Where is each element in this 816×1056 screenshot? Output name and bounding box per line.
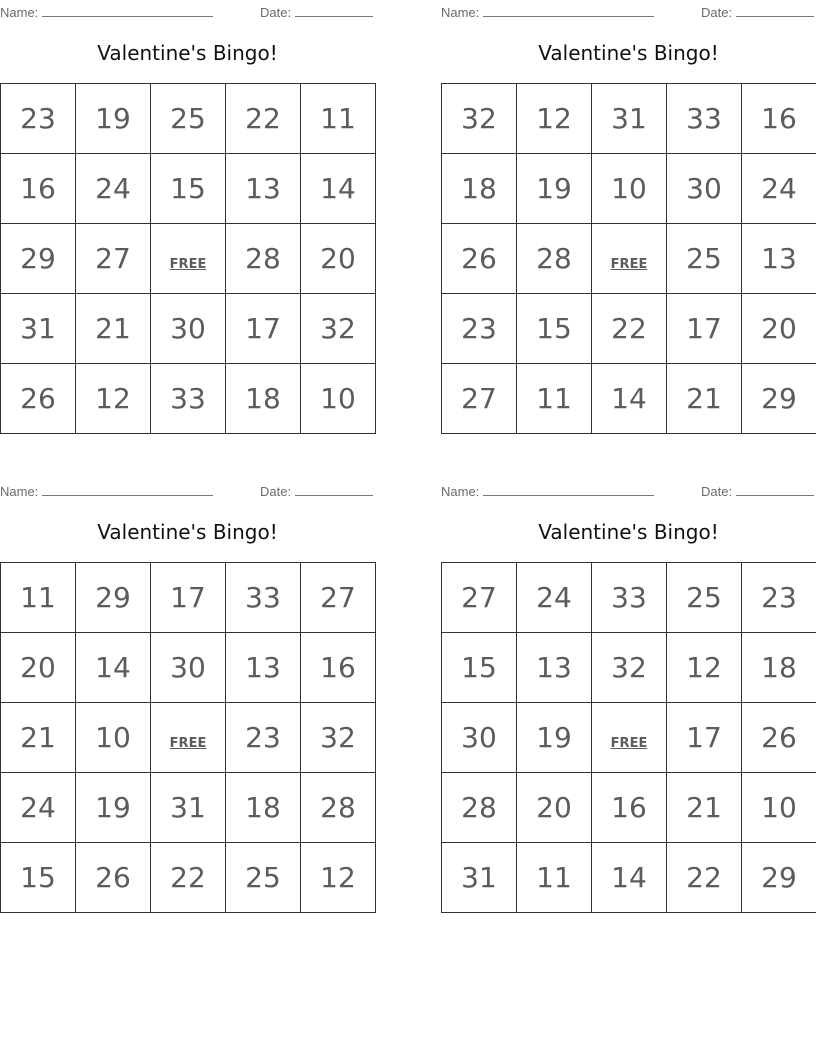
grid-cell: 24 — [517, 563, 592, 633]
grid-cell: 18 — [442, 154, 517, 224]
name-label: Name: — [0, 484, 39, 499]
grid-row — [442, 773, 816, 843]
bingo-card — [0, 479, 376, 894]
grid-cell: 33 — [592, 563, 667, 633]
grid-cell: 28 — [301, 773, 376, 843]
grid-cell: 16 — [742, 84, 816, 154]
grid-cell: 23 — [442, 294, 517, 364]
free-space-label: FREE — [610, 257, 648, 272]
grid-row — [1, 84, 376, 154]
name-blank — [483, 3, 654, 17]
card-header — [441, 0, 816, 22]
grid-row — [442, 154, 816, 224]
grid-cell: 30 — [151, 294, 226, 364]
grid-row — [442, 633, 816, 703]
grid-cell: 32 — [301, 703, 376, 773]
grid-cell: 17 — [667, 703, 742, 773]
date-label: Date: — [260, 484, 292, 499]
grid-row — [442, 703, 816, 773]
name-field — [441, 482, 654, 499]
grid-cell: 10 — [76, 703, 151, 773]
grid-row — [1, 703, 376, 773]
grid-cell: 24 — [76, 154, 151, 224]
card-header — [441, 479, 816, 501]
bingo-grid — [441, 83, 816, 434]
card-title: Valentine's Bingo! — [97, 520, 278, 544]
grid-row — [442, 294, 816, 364]
grid-cell: 31 — [442, 843, 517, 913]
free-space-label: FREE — [169, 736, 207, 751]
grid-cell: 18 — [226, 364, 301, 434]
card-title: Valentine's Bingo! — [538, 41, 719, 65]
grid-cell: 32 — [301, 294, 376, 364]
date-field — [260, 3, 373, 20]
grid-cell: 26 — [442, 224, 517, 294]
grid-cell: 16 — [592, 773, 667, 843]
grid-row — [442, 224, 816, 294]
free-space-cell — [592, 224, 667, 294]
free-space-cell — [151, 224, 226, 294]
grid-cell: 29 — [742, 364, 816, 434]
grid-cell: 14 — [592, 843, 667, 913]
grid-cell: 25 — [667, 224, 742, 294]
grid-cell: 30 — [442, 703, 517, 773]
date-field — [260, 482, 373, 499]
grid-cell: 23 — [1, 84, 76, 154]
grid-cell: 21 — [1, 703, 76, 773]
grid-cell: 13 — [226, 154, 301, 224]
grid-row — [442, 843, 816, 913]
name-field — [441, 3, 654, 20]
card-title: Valentine's Bingo! — [97, 41, 278, 65]
grid-cell: 32 — [442, 84, 517, 154]
grid-cell: 29 — [742, 843, 816, 913]
grid-cell: 15 — [151, 154, 226, 224]
grid-cell: 20 — [1, 633, 76, 703]
grid-cell: 14 — [76, 633, 151, 703]
name-field — [0, 482, 213, 499]
grid-cell: 27 — [442, 364, 517, 434]
grid-cell: 26 — [1, 364, 76, 434]
bingo-grid — [441, 562, 816, 913]
grid-row — [442, 563, 816, 633]
card-title: Valentine's Bingo! — [538, 520, 719, 544]
grid-row — [1, 224, 376, 294]
card-header — [0, 0, 376, 22]
grid-cell: 21 — [667, 364, 742, 434]
grid-row — [1, 563, 376, 633]
grid-cell: 16 — [301, 633, 376, 703]
name-label: Name: — [0, 5, 39, 20]
grid-cell: 25 — [667, 563, 742, 633]
grid-cell: 22 — [667, 843, 742, 913]
grid-cell: 15 — [517, 294, 592, 364]
date-label: Date: — [701, 484, 733, 499]
grid-cell: 22 — [592, 294, 667, 364]
grid-cell: 14 — [301, 154, 376, 224]
date-blank — [295, 3, 373, 17]
grid-cell: 15 — [1, 843, 76, 913]
grid-cell: 18 — [742, 633, 816, 703]
grid-row — [1, 364, 376, 434]
grid-cell: 23 — [226, 703, 301, 773]
grid-cell: 18 — [226, 773, 301, 843]
bingo-grid — [0, 562, 376, 913]
grid-cell: 33 — [151, 364, 226, 434]
grid-cell: 30 — [667, 154, 742, 224]
grid-cell: 19 — [76, 773, 151, 843]
grid-row — [1, 294, 376, 364]
grid-cell: 28 — [517, 224, 592, 294]
grid-cell: 20 — [742, 294, 816, 364]
grid-cell: 12 — [301, 843, 376, 913]
grid-cell: 23 — [742, 563, 816, 633]
grid-row — [1, 843, 376, 913]
grid-cell: 12 — [517, 84, 592, 154]
date-blank — [295, 482, 373, 496]
grid-cell: 21 — [76, 294, 151, 364]
grid-row — [442, 84, 816, 154]
free-space-label: FREE — [610, 736, 648, 751]
grid-row — [1, 154, 376, 224]
grid-cell: 10 — [592, 154, 667, 224]
grid-cell: 27 — [301, 563, 376, 633]
date-label: Date: — [701, 5, 733, 20]
date-field — [701, 482, 814, 499]
grid-cell: 11 — [301, 84, 376, 154]
grid-cell: 25 — [151, 84, 226, 154]
name-blank — [483, 482, 654, 496]
name-label: Name: — [441, 484, 480, 499]
grid-cell: 19 — [76, 84, 151, 154]
date-field — [701, 3, 814, 20]
grid-cell: 19 — [517, 154, 592, 224]
grid-cell: 19 — [517, 703, 592, 773]
grid-cell: 30 — [151, 633, 226, 703]
bingo-grid — [0, 83, 376, 434]
grid-cell: 15 — [442, 633, 517, 703]
grid-cell: 33 — [667, 84, 742, 154]
grid-row — [1, 773, 376, 843]
grid-cell: 13 — [742, 224, 816, 294]
grid-row — [442, 364, 816, 434]
free-space-cell — [151, 703, 226, 773]
name-blank — [42, 3, 213, 17]
date-label: Date: — [260, 5, 292, 20]
grid-cell: 13 — [226, 633, 301, 703]
grid-cell: 11 — [1, 563, 76, 633]
grid-cell: 20 — [517, 773, 592, 843]
grid-cell: 29 — [76, 563, 151, 633]
grid-cell: 14 — [592, 364, 667, 434]
grid-row — [1, 633, 376, 703]
name-field — [0, 3, 213, 20]
grid-cell: 13 — [517, 633, 592, 703]
grid-cell: 12 — [76, 364, 151, 434]
grid-cell: 10 — [301, 364, 376, 434]
grid-cell: 17 — [151, 563, 226, 633]
grid-cell: 27 — [76, 224, 151, 294]
grid-cell: 12 — [667, 633, 742, 703]
grid-cell: 31 — [151, 773, 226, 843]
bingo-card — [441, 479, 816, 894]
grid-cell: 21 — [667, 773, 742, 843]
grid-cell: 26 — [742, 703, 816, 773]
grid-cell: 16 — [1, 154, 76, 224]
grid-cell: 11 — [517, 364, 592, 434]
grid-cell: 29 — [1, 224, 76, 294]
grid-cell: 10 — [742, 773, 816, 843]
free-space-cell — [592, 703, 667, 773]
free-space-label: FREE — [169, 257, 207, 272]
grid-cell: 25 — [226, 843, 301, 913]
date-blank — [736, 3, 814, 17]
grid-cell: 31 — [1, 294, 76, 364]
grid-cell: 17 — [226, 294, 301, 364]
grid-cell: 22 — [151, 843, 226, 913]
bingo-card — [441, 0, 816, 415]
grid-cell: 11 — [517, 843, 592, 913]
grid-cell: 31 — [592, 84, 667, 154]
grid-cell: 32 — [592, 633, 667, 703]
grid-cell: 22 — [226, 84, 301, 154]
name-blank — [42, 482, 213, 496]
grid-cell: 28 — [442, 773, 517, 843]
grid-cell: 24 — [742, 154, 816, 224]
grid-cell: 33 — [226, 563, 301, 633]
grid-cell: 26 — [76, 843, 151, 913]
bingo-card — [0, 0, 376, 415]
grid-cell: 27 — [442, 563, 517, 633]
grid-cell: 24 — [1, 773, 76, 843]
grid-cell: 17 — [667, 294, 742, 364]
date-blank — [736, 482, 814, 496]
name-label: Name: — [441, 5, 480, 20]
grid-cell: 20 — [301, 224, 376, 294]
card-header — [0, 479, 376, 501]
grid-cell: 28 — [226, 224, 301, 294]
